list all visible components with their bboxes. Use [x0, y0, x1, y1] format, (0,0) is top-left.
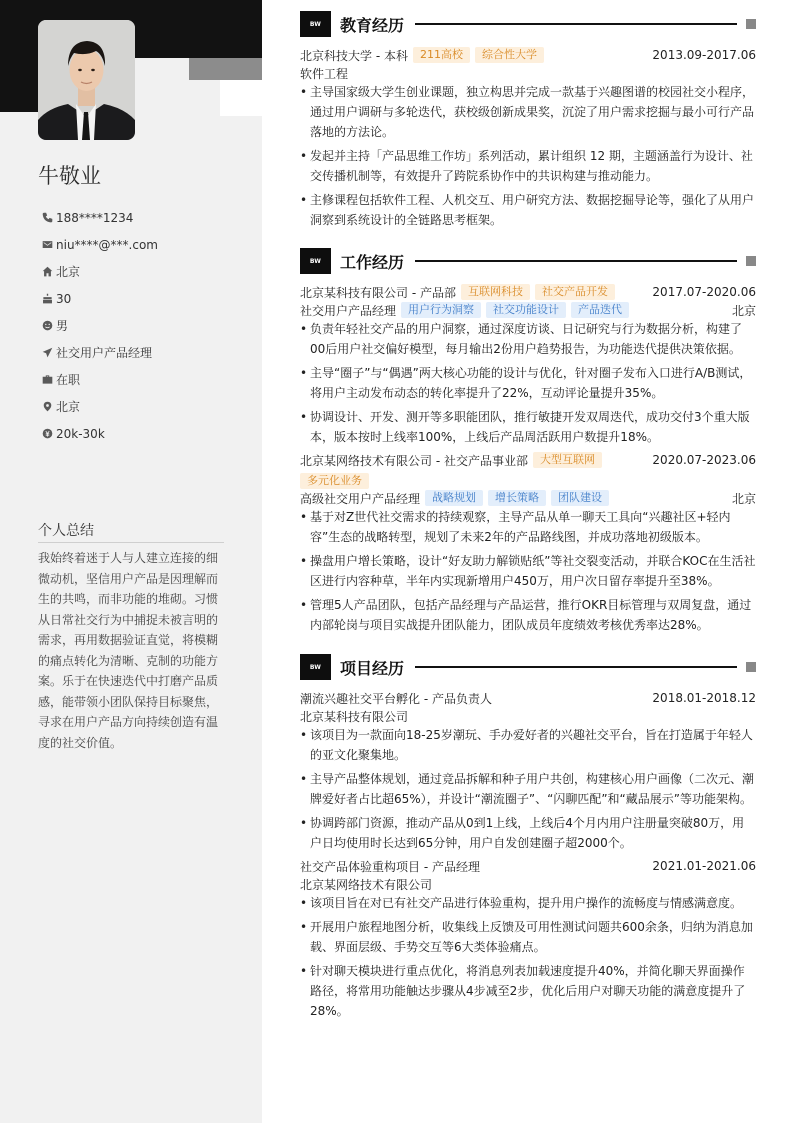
contact-info-list [38, 204, 158, 447]
education-school-row [300, 46, 756, 64]
list-item: • 主导产品整体规划，通过竞品拆解和种子用户共创，构建核心用户画像（二次元、潮牌爱好者占比超65%），并设计“潮流圈子”、“闪聊匹配”和“藏品展示”等功能架构。 [300, 769, 756, 809]
project-name: 潮流兴趣社交平台孵化 - 产品负责人 [300, 691, 492, 706]
location-pin-icon [38, 398, 56, 416]
list-item: • 负责年轻社交产品的用户洞察，通过深度访谈、日记研究与行为数据分析，构建了00后用户社交偏好模型，每月输出2份用户趋势报告，为功能迭代提供决策依据。 [300, 319, 756, 359]
education-section-title: 教育经历 [340, 15, 405, 35]
section-square-icon [746, 19, 756, 29]
info-city [38, 258, 158, 285]
job-company-row [300, 283, 756, 301]
bw-badge-icon: BW [300, 654, 331, 680]
company-tag: 多元化业务 [300, 473, 369, 489]
job-role-row [300, 489, 756, 507]
job-city: 北京 [731, 491, 756, 506]
info-age [38, 285, 158, 312]
project-section-header [300, 654, 756, 680]
gender-icon [38, 317, 56, 335]
info-status [38, 366, 158, 393]
role-tag: 产品迭代 [571, 302, 629, 318]
school-name: 北京科技大学 - 本科 [300, 48, 408, 63]
role-tag: 战略规划 [425, 490, 483, 506]
info-position-text: 社交用户产品经理 [56, 346, 153, 360]
project-company-row [300, 875, 756, 893]
info-position [38, 339, 158, 366]
job-role-row [300, 301, 756, 319]
list-item: • 该项目为一款面向18-25岁潮玩、手办爱好者的兴趣社交平台，旨在打造属于年轻人的亚文化聚集地。 [300, 725, 756, 765]
list-item: • 针对聊天模块进行重点优化，将消息列表加载速度提升40%，并简化聊天界面操作路径，将常用功能触达步骤从4步减至2步，优化后用户对聊天功能的满意度提升了28%。 [300, 961, 756, 1021]
project-company-row [300, 707, 756, 725]
candidate-name: 牛敬业 [38, 164, 101, 188]
role-tag: 用户行为洞察 [401, 302, 481, 318]
job-date: 2020.07-2023.06 [652, 453, 756, 467]
email-icon [38, 236, 56, 254]
school-tag: 综合性大学 [475, 47, 544, 63]
cake-icon [38, 290, 56, 308]
home-icon [38, 263, 56, 281]
project-name-row [300, 857, 756, 875]
job-company: 北京某网络技术有限公司 - 社交产品事业部 [300, 453, 528, 468]
company-tag: 互联网科技 [461, 284, 530, 300]
info-location-text: 北京 [56, 400, 81, 414]
education-bullets [300, 82, 756, 234]
info-gender-text: 男 [56, 319, 69, 333]
phone-icon [38, 209, 56, 227]
section-divider [415, 666, 737, 668]
info-salary [38, 420, 158, 447]
list-item: • 协调设计、开发、测开等多职能团队，推行敏捷开发双周迭代，成功交付3个重大版本，版本按时上线率100%，上线后产品周活跃用户数提升18%。 [300, 407, 756, 447]
project-bullets [300, 893, 756, 1025]
education-date: 2013.09-2017.06 [652, 48, 756, 62]
decor-black-block [0, 58, 38, 112]
section-divider [415, 260, 737, 262]
job-company: 北京某科技有限公司 - 产品部 [300, 285, 456, 300]
list-item: • 该项目旨在对已有社交产品进行体验重构，提升用户操作的流畅度与情感满意度。 [300, 893, 756, 913]
info-gender [38, 312, 158, 339]
summary-text: 我始终着迷于人与人建立连接的细微动机，坚信用户产品是因理解而生的共鸣，而非功能的堆砌。习惯从日常社交行为中捕捉未被言明的需求，再用数据验证直觉，将模糊的痛点转化为清晰、克制的功能方案。乐于在快速迭代中打磨产品质感，能带领小团队保持目标聚焦，寻求在用户产品方向持续创造有温度的社交价值。 [38, 551, 219, 750]
info-location [38, 393, 158, 420]
salary-icon [38, 425, 56, 443]
major: 软件工程 [300, 66, 349, 81]
info-email-text: niu****@***.com [56, 237, 158, 252]
section-square-icon [746, 662, 756, 672]
school-tag: 211高校 [413, 47, 470, 63]
education-section-header [300, 11, 756, 37]
project-section-title: 项目经历 [340, 658, 405, 678]
bw-badge-icon: BW [300, 248, 331, 274]
info-city-text: 北京 [56, 265, 81, 279]
info-phone [38, 204, 158, 231]
info-salary-text: 20k-30k [56, 426, 105, 441]
job-date: 2017.07-2020.06 [652, 285, 756, 299]
list-item: • 主导国家级大学生创业课题，独立构思并完成一款基于兴趣图谱的校园社交小程序，通过用户调研与多轮迭代，获校级创新成果奖，沉淀了用户需求挖掘与最小可行产品落地的方法论。 [300, 82, 756, 142]
company-tag: 社交产品开发 [535, 284, 615, 300]
send-icon [38, 344, 56, 362]
list-item: • 主修课程包括软件工程、人机交互、用户研究方法、数据挖掘导论等，强化了从用户洞察到系统设计的全链路思考框架。 [300, 190, 756, 230]
role-tag: 增长策略 [488, 490, 546, 506]
work-section-title: 工作经历 [340, 252, 405, 272]
project-name-row [300, 689, 756, 707]
list-item: • 基于对Z世代社交需求的持续观察，主导产品从单一聊天工具向“兴趣社区+轻内容”生态的战略转型，规划了未来2年的产品路线图，并成功落地初级版本。 [300, 507, 756, 547]
project-date: 2021.01-2021.06 [652, 859, 756, 873]
job-bullets [300, 507, 756, 639]
job-company-tag-row [294, 472, 750, 490]
work-section-header [300, 248, 756, 274]
info-age-text: 30 [56, 291, 72, 306]
briefcase-icon [38, 371, 56, 389]
list-item: • 主导“圈子”与“偶遇”两大核心功能的设计与优化，针对圈子发布入口进行A/B测试，将用户主动发布动态的转化率提升了22%，互动评论量提升35%。 [300, 363, 756, 403]
list-item: • 操盘用户增长策略，设计“好友助力解锁贴纸”等社交裂变活动，并联合KOC在生活社区进行内容种草，半年内实现新增用户450万，用户次日留存率提升至38%。 [300, 551, 756, 591]
profile-photo [38, 20, 135, 140]
section-square-icon [746, 256, 756, 266]
section-divider [415, 23, 737, 25]
list-item: • 管理5人产品团队，包括产品经理与产品运营，推行OKR目标管理与双周复盘，通过内部轮岗与项目实战提升团队能力，团队成员年度绩效考核优秀率达28%。 [300, 595, 756, 635]
bw-badge-icon: BW [300, 11, 331, 37]
sidebar [0, 0, 262, 1123]
info-email [38, 231, 158, 258]
list-item: • 发起并主持「产品思维工作坊」系列活动，累计组织 12 期，主题涵盖行为设计、社交传播机制等，有效提升了跨院系协作中的共识构建与推动能力。 [300, 146, 756, 186]
project-name: 社交产品体验重构项目 - 产品经理 [300, 859, 480, 874]
list-item: • 开展用户旅程地图分析，收集线上反馈及可用性测试问题共600余条，归纳为消息加载、界面层级、手势交互等6大类体验痛点。 [300, 917, 756, 957]
job-company-row [300, 451, 756, 469]
summary-title: 个人总结 [38, 520, 224, 543]
job-bullets [300, 319, 756, 451]
info-status-text: 在职 [56, 373, 81, 387]
role-tag: 社交功能设计 [486, 302, 566, 318]
education-major-row [300, 64, 756, 82]
project-date: 2018.01-2018.12 [652, 691, 756, 705]
project-bullets [300, 725, 756, 857]
project-company: 北京某网络技术有限公司 [300, 877, 433, 892]
job-city: 北京 [731, 303, 756, 318]
role-tag: 团队建设 [551, 490, 609, 506]
company-tag: 大型互联网 [533, 452, 602, 468]
decor-white-block [220, 80, 262, 116]
project-company: 北京某科技有限公司 [300, 709, 409, 724]
decor-grey-block [189, 58, 262, 80]
job-role: 高级社交用户产品经理 [300, 491, 421, 506]
job-role: 社交用户产品经理 [300, 303, 397, 318]
info-phone-text: 188****1234 [56, 210, 134, 225]
list-item: • 协调跨部门资源，推动产品从0到1上线，上线后4个月内用户注册量突破80万，用户日均使用时长达到65分钟，用户自发创建圈子超2000个。 [300, 813, 756, 853]
